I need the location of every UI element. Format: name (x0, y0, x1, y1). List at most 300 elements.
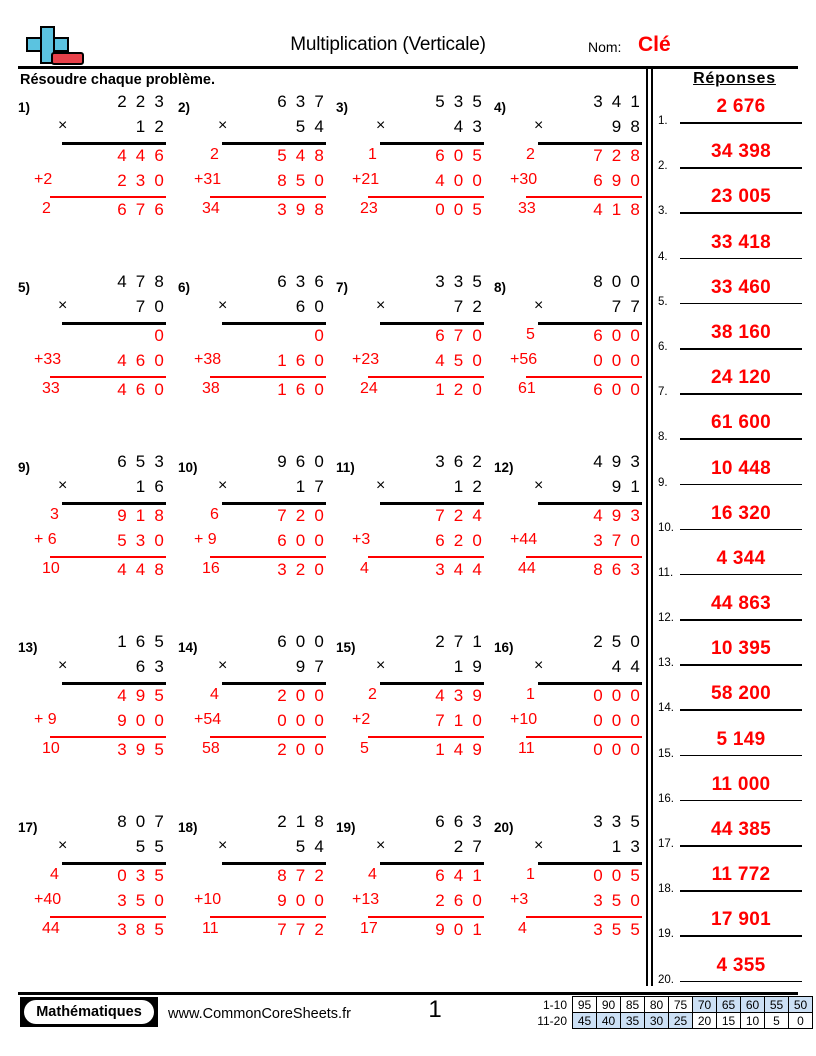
product-line (358, 920, 486, 945)
answer-index: 5. (658, 295, 668, 308)
answer-index: 9. (658, 476, 668, 489)
answer-row (658, 141, 810, 186)
answer-blank-line (680, 438, 802, 440)
multiplicand: 4 7 8 (117, 272, 166, 291)
multiplier-line (516, 117, 644, 142)
product-low: 8 6 3 (593, 560, 642, 579)
partial-product-2: 5 3 0 (117, 531, 166, 550)
multiply-icon: × (534, 657, 544, 674)
problem-5 (14, 272, 172, 402)
multiplier: 5 5 (135, 837, 166, 856)
answer-value: 4 344 (716, 547, 766, 569)
multiplicand: 8 0 0 (593, 272, 642, 291)
problem-number: 2) (178, 100, 191, 115)
partial-product-2-line (34, 891, 168, 916)
problem-10 (174, 452, 332, 582)
partial-1-carry: 1 (368, 146, 377, 163)
answer-blank-line (680, 529, 802, 531)
score-cell: 85 (621, 997, 645, 1013)
multiplier: 7 2 (453, 297, 484, 316)
multiplicand-line (516, 632, 644, 657)
partial-product-2-line (352, 711, 486, 736)
multiplicand: 6 5 3 (117, 452, 166, 471)
vertical-calculation (352, 812, 486, 945)
vertical-calculation (352, 272, 486, 405)
product-high: 33 (518, 200, 536, 217)
answer-value: 17 901 (711, 909, 771, 931)
multiplicand: 3 3 5 (435, 272, 484, 291)
partial-1-carry: 4 (368, 866, 377, 883)
product-high: 24 (360, 380, 378, 397)
problems-grid (14, 92, 646, 992)
partial-product-2-line (510, 711, 644, 736)
multiplier-line (358, 117, 486, 142)
product-low: 3 9 8 (277, 200, 326, 219)
vertical-calculation (194, 812, 328, 945)
partial-product-2: 7 1 0 (435, 711, 484, 730)
multiplicand-line (40, 812, 168, 837)
partial-product-2-line (34, 531, 168, 556)
multiplier-line (358, 657, 486, 682)
multiplier-line (516, 477, 644, 502)
partial-product-2: 3 7 0 (593, 531, 642, 550)
multiplier-line (516, 297, 644, 322)
multiplier: 9 8 (611, 117, 642, 136)
vertical-calculation (510, 92, 644, 225)
partial-product-2-line (194, 351, 328, 376)
multiplicand-line (40, 632, 168, 657)
answer-row (658, 367, 810, 412)
answer-row (658, 503, 810, 548)
problem-number: 9) (18, 460, 31, 475)
problem-7 (332, 272, 490, 402)
partial-2-carry: +56 (510, 351, 538, 368)
multiplicand-line (358, 812, 486, 837)
product-high: 34 (202, 200, 220, 217)
product-high: 2 (42, 200, 51, 217)
partial-product-1-line (40, 866, 168, 891)
answer-index: 6. (658, 340, 668, 353)
partial-product-2-line (352, 891, 486, 916)
partial-product-1: 6 7 0 (435, 326, 484, 345)
multiplier-line (200, 297, 328, 322)
answer-row (658, 729, 810, 774)
partial-2-carry: +23 (352, 351, 380, 368)
multiplicand-line (40, 92, 168, 117)
score-cell: 5 (765, 1013, 789, 1029)
multiplicand-line (516, 452, 644, 477)
partial-product-2: 6 0 0 (277, 531, 326, 550)
page-header (18, 22, 798, 68)
page-number: 1 (428, 996, 442, 1023)
score-cell: 25 (669, 1013, 693, 1029)
problem-12 (490, 452, 648, 582)
sum-rule (526, 556, 642, 558)
answer-value: 24 120 (711, 367, 771, 389)
partial-product-2-line (352, 171, 486, 196)
multiply-rule (62, 322, 166, 325)
vertical-calculation (194, 632, 328, 765)
answer-value: 61 600 (711, 412, 771, 434)
product-low: 1 6 0 (277, 380, 326, 399)
product-low: 6 7 6 (117, 200, 166, 219)
product-line (200, 920, 328, 945)
partial-product-2: 6 2 0 (435, 531, 484, 550)
problem-number: 15) (336, 640, 356, 655)
multiply-icon: × (376, 837, 386, 854)
partial-product-1: 0 3 5 (117, 866, 166, 885)
product-line (516, 380, 644, 405)
answer-blank-line (680, 348, 802, 350)
multiplicand: 6 0 0 (277, 632, 326, 651)
problem-number: 1) (18, 100, 31, 115)
sum-rule (368, 196, 484, 198)
partial-1-carry: 2 (210, 146, 219, 163)
score-table-grid (528, 996, 813, 1029)
partial-2-carry: +13 (352, 891, 380, 908)
partial-product-1-line (40, 506, 168, 531)
score-cell: 55 (765, 997, 789, 1013)
product-line (516, 920, 644, 945)
product-line (40, 740, 168, 765)
name-label: Nom: (588, 39, 622, 55)
partial-product-2: 3 5 0 (117, 891, 166, 910)
partial-product-2-line (510, 171, 644, 196)
partial-product-1-line (516, 326, 644, 351)
answer-blank-line (680, 664, 802, 666)
answer-row (658, 864, 810, 909)
sum-rule (368, 376, 484, 378)
sum-rule (210, 196, 326, 198)
product-high: 11 (202, 920, 219, 937)
vertical-calculation (34, 92, 168, 225)
problem-14 (174, 632, 332, 762)
answer-blank-line (680, 574, 802, 576)
multiplier-line (200, 117, 328, 142)
multiply-icon: × (218, 297, 228, 314)
multiplicand: 2 1 8 (277, 812, 326, 831)
multiplicand: 3 4 1 (593, 92, 642, 111)
problem-row (14, 92, 646, 272)
partial-product-2: 9 0 0 (277, 891, 326, 910)
multiplier: 6 3 (135, 657, 166, 676)
problem-row (14, 452, 646, 632)
partial-1-carry: 1 (526, 686, 535, 703)
multiplier-line (200, 657, 328, 682)
product-low: 3 4 4 (435, 560, 484, 579)
multiply-rule (380, 862, 484, 865)
multiplier: 9 7 (295, 657, 326, 676)
multiplicand: 2 7 1 (435, 632, 484, 651)
product-line (516, 560, 644, 585)
vertical-calculation (352, 452, 486, 585)
score-cell: 90 (597, 997, 621, 1013)
problem-number: 10) (178, 460, 198, 475)
product-high: 44 (518, 560, 536, 577)
partial-product-1-line (40, 686, 168, 711)
score-cell: 30 (645, 1013, 669, 1029)
partial-product-1-line (358, 866, 486, 891)
multiplier-line (40, 117, 168, 142)
product-high: 33 (42, 380, 60, 397)
score-cell: 45 (573, 1013, 597, 1029)
problem-11 (332, 452, 490, 582)
partial-product-2-line (34, 171, 168, 196)
partial-1-carry: 2 (368, 686, 377, 703)
sum-rule (368, 916, 484, 918)
answer-blank-line (680, 845, 802, 847)
multiply-icon: × (376, 297, 386, 314)
answer-index: 13. (658, 657, 674, 670)
partial-1-carry: 3 (50, 506, 59, 523)
multiplier: 1 9 (453, 657, 484, 676)
product-low: 2 0 0 (277, 740, 326, 759)
partial-product-2-line (34, 711, 168, 736)
partial-product-1-line (40, 326, 168, 351)
partial-product-2: 4 0 0 (435, 171, 484, 190)
product-line (358, 200, 486, 225)
footer-divider (18, 992, 798, 995)
partial-product-1: 4 9 3 (593, 506, 642, 525)
multiplicand: 5 3 5 (435, 92, 484, 111)
partial-product-1: 6 4 1 (435, 866, 484, 885)
partial-product-1: 0 (154, 326, 166, 345)
partial-1-carry: 2 (526, 146, 535, 163)
multiplier: 4 3 (453, 117, 484, 136)
partial-product-1-line (200, 506, 328, 531)
partial-product-1-line (516, 506, 644, 531)
multiplicand-line (200, 272, 328, 297)
multiplicand-line (200, 812, 328, 837)
multiply-rule (538, 322, 642, 325)
answer-blank-line (680, 619, 802, 621)
partial-product-2-line (194, 531, 328, 556)
multiplier: 9 1 (611, 477, 642, 496)
partial-1-carry: 5 (526, 326, 535, 343)
product-line (40, 560, 168, 585)
product-low: 3 9 5 (117, 740, 166, 759)
multiply-icon: × (58, 117, 68, 134)
answer-row (658, 638, 810, 683)
multiplier-line (40, 297, 168, 322)
answer-value: 44 863 (711, 593, 771, 615)
problem-number: 11) (336, 460, 355, 475)
problem-number: 19) (336, 820, 356, 835)
problem-1 (14, 92, 172, 222)
answer-value: 16 320 (711, 502, 771, 524)
multiply-rule (538, 142, 642, 145)
product-high: 38 (202, 380, 220, 397)
multiplier: 7 7 (611, 297, 642, 316)
problem-16 (490, 632, 648, 762)
multiply-rule (222, 502, 326, 505)
multiply-icon: × (218, 117, 228, 134)
answer-row (658, 593, 810, 638)
multiply-rule (538, 862, 642, 865)
website-url: www.CommonCoreSheets.fr (168, 1006, 351, 1022)
multiplier: 6 0 (295, 297, 326, 316)
multiplicand: 6 3 6 (277, 272, 326, 291)
answer-row (658, 277, 810, 322)
partial-product-1: 0 (314, 326, 326, 345)
product-low: 4 6 0 (117, 380, 166, 399)
partial-product-2: 0 0 0 (277, 711, 326, 730)
answer-blank-line (680, 393, 802, 395)
product-high: 10 (42, 560, 60, 577)
product-line (200, 200, 328, 225)
partial-product-2: 4 6 0 (117, 351, 166, 370)
vertical-calculation (510, 272, 644, 405)
answer-value: 2 676 (716, 96, 766, 117)
multiplicand: 6 6 3 (435, 812, 484, 831)
answer-index: 18. (658, 883, 674, 896)
answer-value: 10 448 (711, 457, 771, 479)
multiply-icon: × (376, 117, 386, 134)
multiply-rule (380, 682, 484, 685)
partial-product-1: 7 2 4 (435, 506, 484, 525)
answer-index: 10. (658, 521, 674, 534)
answer-index: 19. (658, 928, 674, 941)
score-cell: 0 (789, 1013, 813, 1029)
partial-product-2: 8 5 0 (277, 171, 326, 190)
answer-value: 23 005 (711, 186, 771, 208)
product-high: 44 (42, 920, 60, 937)
vertical-calculation (510, 452, 644, 585)
vertical-calculation (352, 632, 486, 765)
answers-column (658, 96, 810, 1000)
problem-4 (490, 92, 648, 222)
answer-index: 15. (658, 747, 674, 760)
partial-product-2: 2 3 0 (117, 171, 166, 190)
vertical-calculation (34, 452, 168, 585)
product-low: 4 4 8 (117, 560, 166, 579)
multiplicand-line (200, 92, 328, 117)
multiply-rule (222, 322, 326, 325)
answer-blank-line (680, 981, 802, 983)
vertical-calculation (34, 272, 168, 405)
answer-blank-line (680, 484, 802, 486)
answer-blank-line (680, 212, 802, 214)
score-cell: 15 (717, 1013, 741, 1029)
vertical-calculation (194, 272, 328, 405)
partial-product-1-line (516, 146, 644, 171)
multiply-icon: × (534, 477, 544, 494)
problem-number: 6) (178, 280, 191, 295)
multiplier: 1 7 (295, 477, 326, 496)
answer-index: 20. (658, 973, 674, 986)
multiply-rule (380, 142, 484, 145)
multiplicand-line (358, 92, 486, 117)
sum-rule (526, 196, 642, 198)
multiply-rule (222, 142, 326, 145)
answer-value: 33 460 (711, 276, 771, 298)
sum-rule (368, 736, 484, 738)
multiply-rule (62, 682, 166, 685)
partial-product-1: 0 0 0 (593, 686, 642, 705)
page-title: Multiplication (Verticale) (290, 34, 486, 55)
partial-product-1: 6 0 0 (593, 326, 642, 345)
problem-9 (14, 452, 172, 582)
partial-2-carry: +10 (510, 711, 538, 728)
product-line (200, 380, 328, 405)
partial-product-1: 0 0 5 (593, 866, 642, 885)
partial-product-2: 0 0 0 (593, 711, 642, 730)
partial-product-1: 9 1 8 (117, 506, 166, 525)
problem-13 (14, 632, 172, 762)
multiply-icon: × (218, 657, 228, 674)
problem-18 (174, 812, 332, 942)
partial-product-2-line (194, 711, 328, 736)
answer-index: 3. (658, 205, 668, 218)
problem-number: 5) (18, 280, 31, 295)
answer-index: 16. (658, 792, 674, 805)
problem-17 (14, 812, 172, 942)
partial-product-1: 7 2 8 (593, 146, 642, 165)
answer-row (658, 548, 810, 593)
multiply-icon: × (534, 117, 544, 134)
partial-2-carry: + 9 (34, 711, 57, 728)
product-low: 3 2 0 (277, 560, 326, 579)
subject-badge-label: Mathématiques (24, 1000, 154, 1024)
sum-rule (50, 556, 166, 558)
multiplicand: 1 6 5 (117, 632, 166, 651)
multiplicand: 8 0 7 (117, 812, 166, 831)
product-low: 4 1 8 (593, 200, 642, 219)
multiplier-line (40, 837, 168, 862)
score-cell: 10 (741, 1013, 765, 1029)
partial-product-1-line (200, 326, 328, 351)
answer-value: 38 160 (711, 321, 771, 343)
multiply-icon: × (376, 657, 386, 674)
score-cell: 95 (573, 997, 597, 1013)
partial-2-carry: +54 (194, 711, 222, 728)
partial-product-1: 5 4 8 (277, 146, 326, 165)
answer-index: 12. (658, 612, 674, 625)
product-low: 3 8 5 (117, 920, 166, 939)
answer-blank-line (680, 122, 802, 124)
problem-number: 3) (336, 100, 349, 115)
answer-row (658, 412, 810, 457)
product-line (40, 200, 168, 225)
partial-product-1-line (358, 326, 486, 351)
vertical-calculation (194, 452, 328, 585)
multiplicand: 2 2 3 (117, 92, 166, 111)
problem-number: 13) (18, 640, 38, 655)
partial-product-2-line (352, 531, 486, 556)
multiplier-line (516, 837, 644, 862)
answer-blank-line (680, 258, 802, 260)
problem-row (14, 632, 646, 812)
column-divider-right (651, 66, 653, 986)
problem-number: 12) (494, 460, 514, 475)
product-line (40, 920, 168, 945)
vertical-calculation (194, 92, 328, 225)
answer-value: 5 149 (716, 728, 766, 750)
partial-product-1-line (200, 146, 328, 171)
product-high: 4 (518, 920, 527, 937)
multiplier: 5 4 (295, 837, 326, 856)
sum-rule (368, 556, 484, 558)
problem-6 (174, 272, 332, 402)
product-low: 3 5 5 (593, 920, 642, 939)
multiplicand-line (516, 272, 644, 297)
product-high: 17 (360, 920, 378, 937)
partial-product-1-line (358, 146, 486, 171)
header-divider (18, 66, 798, 69)
product-high: 4 (360, 560, 369, 577)
problem-3 (332, 92, 490, 222)
problem-2 (174, 92, 332, 222)
